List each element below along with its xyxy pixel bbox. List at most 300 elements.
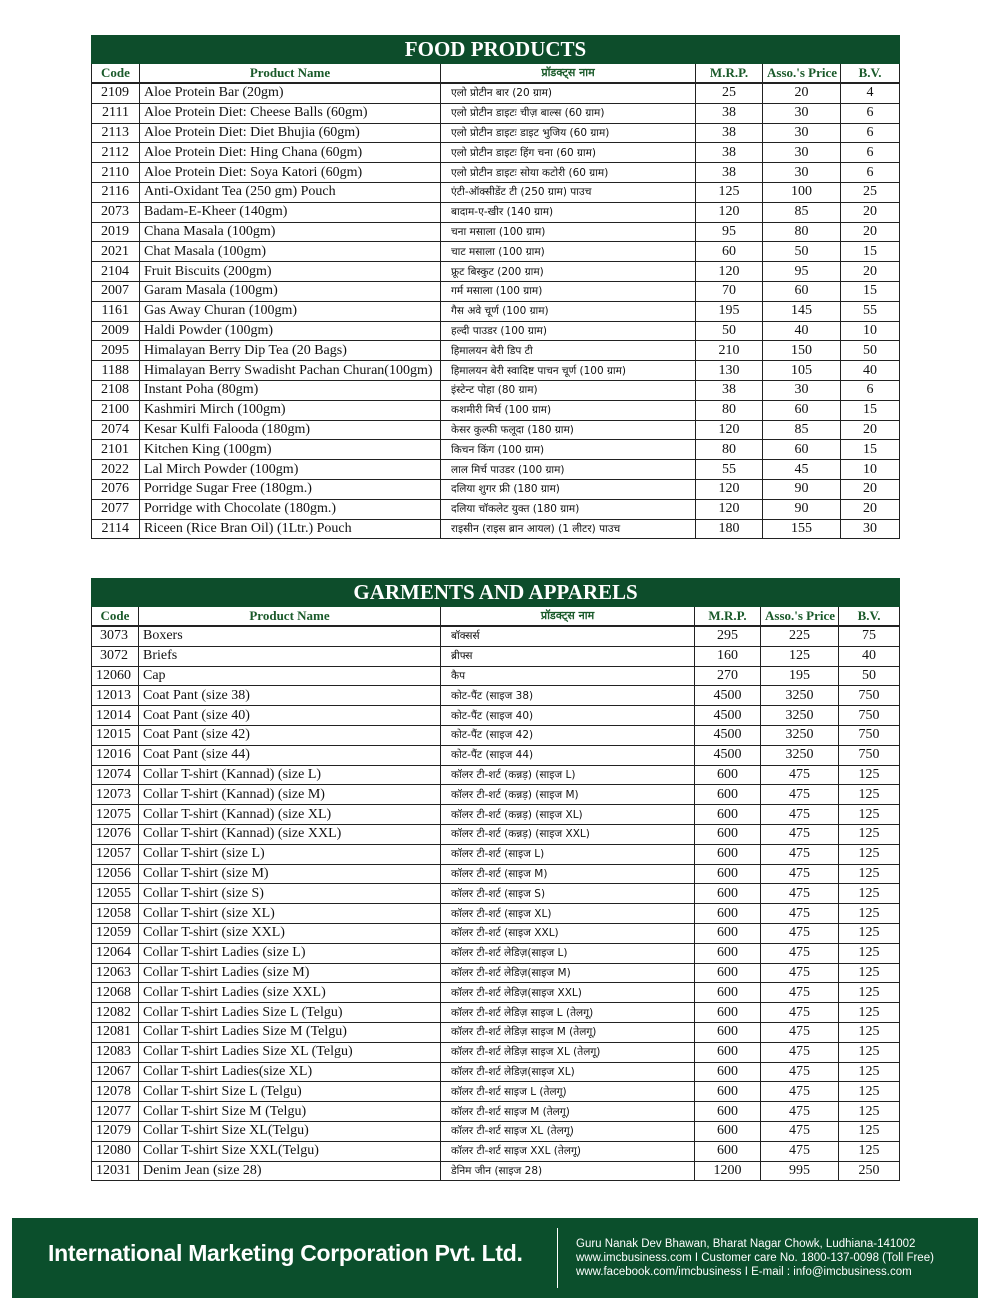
cell-bv: 750 (839, 745, 900, 765)
cell-product-name: Collar T-shirt Ladies (size XXL) (139, 983, 441, 1003)
cell-bv: 75 (839, 626, 900, 646)
cell-product-name: Cap (139, 666, 441, 686)
cell-code: 2101 (92, 440, 140, 460)
cell-code: 2022 (92, 460, 140, 480)
cell-product-name: Haldi Powder (100gm) (140, 321, 441, 341)
cell-hindi-name: कॉलर टी-शर्ट (साइज M) (441, 864, 695, 884)
cell-asso-price: 3250 (761, 686, 839, 706)
cell-asso-price: 60 (763, 281, 841, 301)
cell-bv: 20 (841, 262, 900, 282)
cell-code: 12064 (92, 943, 139, 963)
cell-hindi-name: कॉलर टी-शर्ट (कन्नड़) (साइज M) (441, 785, 695, 805)
cell-mrp: 600 (695, 1062, 761, 1082)
cell-bv: 250 (839, 1161, 900, 1181)
cell-hindi-name: चना मसाला (100 ग्राम) (441, 222, 696, 242)
cell-asso-price: 475 (761, 983, 839, 1003)
cell-hindi-name: बादाम-ए-खीर (140 ग्राम) (441, 202, 696, 222)
cell-bv: 50 (839, 666, 900, 686)
cell-bv: 10 (841, 460, 900, 480)
header-asso-price: Asso.'s Price (763, 64, 841, 84)
table-row (92, 805, 900, 825)
cell-bv: 125 (839, 1141, 900, 1161)
cell-hindi-name: कॉलर टी-शर्ट (साइज L) (441, 844, 695, 864)
cell-code: 12078 (92, 1082, 139, 1102)
cell-hindi-name: कशमीरी मिर्च (100 ग्राम) (441, 400, 696, 420)
cell-code: 2104 (92, 262, 140, 282)
table-row (92, 321, 900, 341)
cell-mrp: 120 (696, 202, 763, 222)
cell-bv: 40 (839, 646, 900, 666)
cell-asso-price: 60 (763, 400, 841, 420)
cell-asso-price: 475 (761, 943, 839, 963)
cell-mrp: 600 (695, 1042, 761, 1062)
cell-hindi-name: एलो प्रोटीन डाइटः डाइट भुजिय (60 ग्राम) (441, 123, 696, 143)
cell-code: 12080 (92, 1141, 139, 1161)
cell-code: 12031 (92, 1161, 139, 1181)
cell-product-name: Chat Masala (100gm) (140, 242, 441, 262)
cell-hindi-name: कोट-पैंट (साइज 42) (441, 725, 695, 745)
cell-code: 12016 (92, 745, 139, 765)
table-row (92, 626, 900, 646)
cell-product-name: Coat Pant (size 44) (139, 745, 441, 765)
cell-mrp: 600 (695, 983, 761, 1003)
cell-mrp: 120 (696, 499, 763, 519)
cell-code: 12081 (92, 1022, 139, 1042)
cell-product-name: Aloe Protein Diet: Cheese Balls (60gm) (140, 103, 441, 123)
cell-bv: 125 (839, 943, 900, 963)
cell-product-name: Aloe Protein Bar (20gm) (140, 83, 441, 103)
cell-mrp: 600 (695, 963, 761, 983)
cell-hindi-name: कोट-पैंट (साइज 40) (441, 706, 695, 726)
cell-hindi-name: कोट-पैंट (साइज 38) (441, 686, 695, 706)
cell-code: 12068 (92, 983, 139, 1003)
cell-product-name: Kitchen King (100gm) (140, 440, 441, 460)
cell-asso-price: 475 (761, 1042, 839, 1062)
cell-code: 12060 (92, 666, 139, 686)
header-code: Code (92, 64, 140, 84)
cell-code: 12067 (92, 1062, 139, 1082)
cell-mrp: 70 (696, 281, 763, 301)
cell-asso-price: 105 (763, 361, 841, 381)
table-row (92, 686, 900, 706)
facebook-email: www.facebook.com/imcbusiness I E-mail : info@imcbusiness.com (576, 1266, 912, 1278)
cell-bv: 125 (839, 1003, 900, 1023)
cell-hindi-name: कॉलर टी-शर्ट लेडिज़(साइज XL) (441, 1062, 695, 1082)
cell-mrp: 600 (695, 844, 761, 864)
cell-code: 12083 (92, 1042, 139, 1062)
cell-asso-price: 475 (761, 824, 839, 844)
cell-code: 2021 (92, 242, 140, 262)
cell-asso-price: 475 (761, 805, 839, 825)
cell-code: 2111 (92, 103, 140, 123)
cell-mrp: 25 (696, 83, 763, 103)
header-hindi-name: प्रॉडक्ट्स नाम (441, 607, 695, 627)
cell-product-name: Collar T-shirt Ladies Size XL (Telgu) (139, 1042, 441, 1062)
cell-mrp: 600 (695, 785, 761, 805)
cell-hindi-name: एलो प्रोटीन डाइटः चीज़ बाल्स (60 ग्राम) (441, 103, 696, 123)
cell-code: 12056 (92, 864, 139, 884)
cell-product-name: Aloe Protein Diet: Diet Bhujia (60gm) (140, 123, 441, 143)
cell-product-name: Collar T-shirt Size XL(Telgu) (139, 1121, 441, 1141)
cell-bv: 125 (839, 923, 900, 943)
cell-asso-price: 95 (763, 262, 841, 282)
cell-mrp: 180 (696, 519, 763, 539)
cell-mrp: 50 (696, 321, 763, 341)
cell-product-name: Collar T-shirt Size L (Telgu) (139, 1082, 441, 1102)
table-row (92, 943, 900, 963)
cell-mrp: 600 (695, 943, 761, 963)
cell-mrp: 80 (696, 400, 763, 420)
cell-code: 12075 (92, 805, 139, 825)
cell-code: 2074 (92, 420, 140, 440)
table-row (92, 163, 900, 183)
table-row (92, 844, 900, 864)
table-row (92, 460, 900, 480)
cell-hindi-name: केसर कुल्फी फलूदा (180 ग्राम) (441, 420, 696, 440)
table-row (92, 182, 900, 202)
cell-mrp: 38 (696, 103, 763, 123)
cell-bv: 55 (841, 301, 900, 321)
table-row (92, 1141, 900, 1161)
cell-asso-price: 30 (763, 163, 841, 183)
cell-hindi-name: कॉलर टी-शर्ट (कन्नड़) (साइज L) (441, 765, 695, 785)
cell-product-name: Aloe Protein Diet: Soya Katori (60gm) (140, 163, 441, 183)
cell-asso-price: 90 (763, 479, 841, 499)
cell-code: 2113 (92, 123, 140, 143)
cell-asso-price: 60 (763, 440, 841, 460)
cell-code: 2116 (92, 182, 140, 202)
cell-product-name: Porridge Sugar Free (180gm.) (140, 479, 441, 499)
header-bv: B.V. (841, 64, 900, 84)
cell-mrp: 600 (695, 884, 761, 904)
header-product-name: Product Name (139, 607, 441, 627)
cell-code: 2109 (92, 83, 140, 103)
cell-mrp: 270 (695, 666, 761, 686)
cell-bv: 125 (839, 1022, 900, 1042)
table-row (92, 1042, 900, 1062)
table-row (92, 143, 900, 163)
cell-product-name: Anti-Oxidant Tea (250 gm) Pouch (140, 182, 441, 202)
table-row (92, 202, 900, 222)
cell-asso-price: 3250 (761, 725, 839, 745)
cell-product-name: Collar T-shirt Ladies Size M (Telgu) (139, 1022, 441, 1042)
cell-asso-price: 30 (763, 143, 841, 163)
cell-product-name: Fruit Biscuits (200gm) (140, 262, 441, 282)
cell-product-name: Lal Mirch Powder (100gm) (140, 460, 441, 480)
cell-asso-price: 145 (763, 301, 841, 321)
cell-bv: 50 (841, 341, 900, 361)
cell-code: 2108 (92, 380, 140, 400)
cell-product-name: Riceen (Rice Bran Oil) (1Ltr.) Pouch (140, 519, 441, 539)
cell-asso-price: 45 (763, 460, 841, 480)
garments-table (91, 578, 900, 1181)
cell-product-name: Porridge with Chocolate (180gm.) (140, 499, 441, 519)
cell-code: 12057 (92, 844, 139, 864)
cell-bv: 4 (841, 83, 900, 103)
cell-mrp: 4500 (695, 745, 761, 765)
cell-bv: 20 (841, 420, 900, 440)
cell-asso-price: 475 (761, 1102, 839, 1122)
table-title: GARMENTS AND APPARELS (92, 579, 900, 607)
table-row (92, 1121, 900, 1141)
cell-hindi-name: गर्म मसाला (100 ग्राम) (441, 281, 696, 301)
cell-mrp: 600 (695, 904, 761, 924)
cell-bv: 125 (839, 1062, 900, 1082)
cell-mrp: 600 (695, 824, 761, 844)
cell-hindi-name: कॉलर टी-शर्ट लेडिज़ साइज L (तेलगू) (441, 1003, 695, 1023)
cell-product-name: Collar T-shirt Ladies(size XL) (139, 1062, 441, 1082)
cell-hindi-name: कॉलर टी-शर्ट लेडिज़(साइज M) (441, 963, 695, 983)
cell-asso-price: 20 (763, 83, 841, 103)
cell-asso-price: 150 (763, 341, 841, 361)
cell-hindi-name: कैप (441, 666, 695, 686)
cell-bv: 6 (841, 143, 900, 163)
cell-asso-price: 475 (761, 844, 839, 864)
cell-mrp: 600 (695, 1141, 761, 1161)
cell-asso-price: 995 (761, 1161, 839, 1181)
cell-hindi-name: एलो प्रोटीन बार (20 ग्राम) (441, 83, 696, 103)
cell-bv: 25 (841, 182, 900, 202)
contact-info (576, 1237, 934, 1279)
cell-product-name: Collar T-shirt (size L) (139, 844, 441, 864)
table-row (92, 499, 900, 519)
cell-bv: 125 (839, 1121, 900, 1141)
cell-bv: 10 (841, 321, 900, 341)
cell-hindi-name: एंटी-ऑक्सीडेंट टी (250 ग्राम) पाउच (441, 182, 696, 202)
cell-hindi-name: गैस अवे चूर्ण (100 ग्राम) (441, 301, 696, 321)
cell-hindi-name: कॉलर टी-शर्ट लेडिज़(साइज L) (441, 943, 695, 963)
cell-asso-price: 475 (761, 923, 839, 943)
cell-bv: 6 (841, 103, 900, 123)
cell-bv: 125 (839, 963, 900, 983)
table-row (92, 400, 900, 420)
table-row (92, 519, 900, 539)
cell-product-name: Coat Pant (size 40) (139, 706, 441, 726)
table-row (92, 1062, 900, 1082)
cell-code: 3072 (92, 646, 139, 666)
cell-product-name: Himalayan Berry Swadisht Pachan Churan(100gm) (140, 361, 441, 381)
cell-asso-price: 475 (761, 1062, 839, 1082)
cell-product-name: Gas Away Churan (100gm) (140, 301, 441, 321)
cell-asso-price: 475 (761, 765, 839, 785)
cell-code: 12055 (92, 884, 139, 904)
cell-hindi-name: एलो प्रोटीन डाइटः हिंग चना (60 ग्राम) (441, 143, 696, 163)
cell-bv: 125 (839, 824, 900, 844)
cell-code: 2095 (92, 341, 140, 361)
cell-code: 12074 (92, 765, 139, 785)
cell-hindi-name: कॉलर टी-शर्ट लेडिज़ साइज XL (तेलगू) (441, 1042, 695, 1062)
cell-mrp: 295 (695, 626, 761, 646)
cell-hindi-name: कॉलर टी-शर्ट साइज L (तेलगू) (441, 1082, 695, 1102)
cell-bv: 750 (839, 725, 900, 745)
table-row (92, 222, 900, 242)
cell-product-name: Coat Pant (size 38) (139, 686, 441, 706)
address: Guru Nanak Dev Bhawan, Bharat Nagar Chowk, Ludhiana-141002 (576, 1238, 916, 1250)
cell-mrp: 600 (695, 1003, 761, 1023)
table-row (92, 824, 900, 844)
cell-hindi-name: कॉलर टी-शर्ट (साइज XL) (441, 904, 695, 924)
cell-bv: 15 (841, 440, 900, 460)
cell-bv: 6 (841, 123, 900, 143)
cell-hindi-name: कॉलर टी-शर्ट साइज M (तेलगू) (441, 1102, 695, 1122)
cell-hindi-name: हल्दी पाउडर (100 ग्राम) (441, 321, 696, 341)
header-asso-price: Asso.'s Price (761, 607, 839, 627)
table-row (92, 361, 900, 381)
cell-product-name: Himalayan Berry Dip Tea (20 Bags) (140, 341, 441, 361)
cell-code: 2076 (92, 479, 140, 499)
cell-bv: 20 (841, 479, 900, 499)
cell-asso-price: 475 (761, 904, 839, 924)
cell-bv: 30 (841, 519, 900, 539)
header-mrp: M.R.P. (695, 607, 761, 627)
table-row (92, 765, 900, 785)
cell-product-name: Collar T-shirt (Kannad) (size XL) (139, 805, 441, 825)
cell-hindi-name: लाल मिर्च पाउडर (100 ग्राम) (441, 460, 696, 480)
cell-hindi-name: कॉलर टी-शर्ट लेडिज़(साइज XXL) (441, 983, 695, 1003)
cell-code: 2100 (92, 400, 140, 420)
cell-code: 2112 (92, 143, 140, 163)
cell-code: 12059 (92, 923, 139, 943)
cell-asso-price: 90 (763, 499, 841, 519)
cell-product-name: Collar T-shirt (size XL) (139, 904, 441, 924)
cell-mrp: 130 (696, 361, 763, 381)
cell-mrp: 600 (695, 1022, 761, 1042)
table-row (92, 725, 900, 745)
cell-asso-price: 40 (763, 321, 841, 341)
cell-product-name: Instant Poha (80gm) (140, 380, 441, 400)
cell-asso-price: 195 (761, 666, 839, 686)
cell-product-name: Collar T-shirt Ladies (size M) (139, 963, 441, 983)
table-row (92, 103, 900, 123)
cell-mrp: 55 (696, 460, 763, 480)
cell-bv: 125 (839, 1102, 900, 1122)
cell-asso-price: 85 (763, 420, 841, 440)
table-row (92, 262, 900, 282)
cell-code: 12058 (92, 904, 139, 924)
cell-mrp: 120 (696, 420, 763, 440)
cell-code: 2114 (92, 519, 140, 539)
header-bv: B.V. (839, 607, 900, 627)
cell-product-name: Collar T-shirt (size S) (139, 884, 441, 904)
cell-asso-price: 50 (763, 242, 841, 262)
cell-asso-price: 100 (763, 182, 841, 202)
table-row (92, 341, 900, 361)
cell-mrp: 600 (695, 864, 761, 884)
table-row (92, 380, 900, 400)
table-row (92, 301, 900, 321)
table-row (92, 1102, 900, 1122)
cell-asso-price: 475 (761, 1121, 839, 1141)
table-row (92, 904, 900, 924)
cell-code: 3073 (92, 626, 139, 646)
cell-asso-price: 475 (761, 785, 839, 805)
cell-mrp: 210 (696, 341, 763, 361)
cell-asso-price: 155 (763, 519, 841, 539)
cell-product-name: Collar T-shirt (Kannad) (size L) (139, 765, 441, 785)
cell-mrp: 120 (696, 479, 763, 499)
divider (557, 1228, 558, 1288)
header-hindi-name: प्रॉडक्ट्स नाम (441, 64, 696, 84)
cell-hindi-name: कॉलर टी-शर्ट लेडिज़ साइज M (तेलगू) (441, 1022, 695, 1042)
table-row (92, 479, 900, 499)
cell-bv: 750 (839, 706, 900, 726)
cell-hindi-name: इंस्टेन्ट पोहा (80 ग्राम) (441, 380, 696, 400)
table-row (92, 1161, 900, 1181)
cell-code: 12073 (92, 785, 139, 805)
cell-hindi-name: कोट-पैंट (साइज 44) (441, 745, 695, 765)
cell-asso-price: 3250 (761, 706, 839, 726)
cell-code: 12063 (92, 963, 139, 983)
cell-mrp: 600 (695, 923, 761, 943)
cell-product-name: Collar T-shirt (Kannad) (size XXL) (139, 824, 441, 844)
cell-hindi-name: कॉलर टी-शर्ट साइज XL (तेलगू) (441, 1121, 695, 1141)
cell-product-name: Aloe Protein Diet: Hing Chana (60gm) (140, 143, 441, 163)
cell-bv: 6 (841, 163, 900, 183)
table-row (92, 666, 900, 686)
cell-product-name: Collar T-shirt Size M (Telgu) (139, 1102, 441, 1122)
cell-product-name: Collar T-shirt Size XXL(Telgu) (139, 1141, 441, 1161)
cell-asso-price: 475 (761, 884, 839, 904)
table-row (92, 963, 900, 983)
table-row (92, 745, 900, 765)
cell-bv: 6 (841, 380, 900, 400)
header-mrp: M.R.P. (696, 64, 763, 84)
cell-product-name: Collar T-shirt Ladies (size L) (139, 943, 441, 963)
cell-asso-price: 30 (763, 103, 841, 123)
table-row (92, 785, 900, 805)
table-row (92, 1003, 900, 1023)
cell-hindi-name: चाट मसाला (100 ग्राम) (441, 242, 696, 262)
cell-code: 2077 (92, 499, 140, 519)
cell-bv: 125 (839, 844, 900, 864)
cell-code: 12079 (92, 1121, 139, 1141)
cell-asso-price: 475 (761, 864, 839, 884)
cell-mrp: 600 (695, 1121, 761, 1141)
cell-hindi-name: कॉलर टी-शर्ट साइज XXL (तेलगू) (441, 1141, 695, 1161)
cell-asso-price: 30 (763, 380, 841, 400)
cell-product-name: Kashmiri Mirch (100gm) (140, 400, 441, 420)
cell-bv: 20 (841, 202, 900, 222)
website-customer-care: www.imcbusiness.com I Customer care No. 1800-137-0098 (Toll Free) (576, 1252, 934, 1264)
company-name: International Marketing Corporation Pvt. Ltd. (48, 1240, 523, 1266)
cell-bv: 750 (839, 686, 900, 706)
cell-asso-price: 475 (761, 1082, 839, 1102)
cell-mrp: 60 (696, 242, 763, 262)
cell-hindi-name: ब्रीफ्स (441, 646, 695, 666)
table-row (92, 983, 900, 1003)
cell-asso-price: 30 (763, 123, 841, 143)
table-row (92, 123, 900, 143)
table-row (92, 706, 900, 726)
cell-asso-price: 125 (761, 646, 839, 666)
cell-hindi-name: एलो प्रोटीन डाइटः सोया कटोरी (60 ग्राम) (441, 163, 696, 183)
cell-mrp: 160 (695, 646, 761, 666)
cell-code: 12076 (92, 824, 139, 844)
cell-bv: 40 (841, 361, 900, 381)
cell-hindi-name: हिमालयन बेरी डिप टी (441, 341, 696, 361)
cell-product-name: Badam-E-Kheer (140gm) (140, 202, 441, 222)
cell-product-name: Kesar Kulfi Falooda (180gm) (140, 420, 441, 440)
cell-mrp: 600 (695, 805, 761, 825)
cell-mrp: 95 (696, 222, 763, 242)
table-row (92, 281, 900, 301)
cell-bv: 125 (839, 884, 900, 904)
cell-mrp: 4500 (695, 686, 761, 706)
cell-mrp: 600 (695, 765, 761, 785)
cell-hindi-name: राइसीन (राइस ब्रान आयल) (1 लीटर) पाउच (441, 519, 696, 539)
cell-hindi-name: कॉलर टी-शर्ट (कन्नड़) (साइज XXL) (441, 824, 695, 844)
table-row (92, 242, 900, 262)
